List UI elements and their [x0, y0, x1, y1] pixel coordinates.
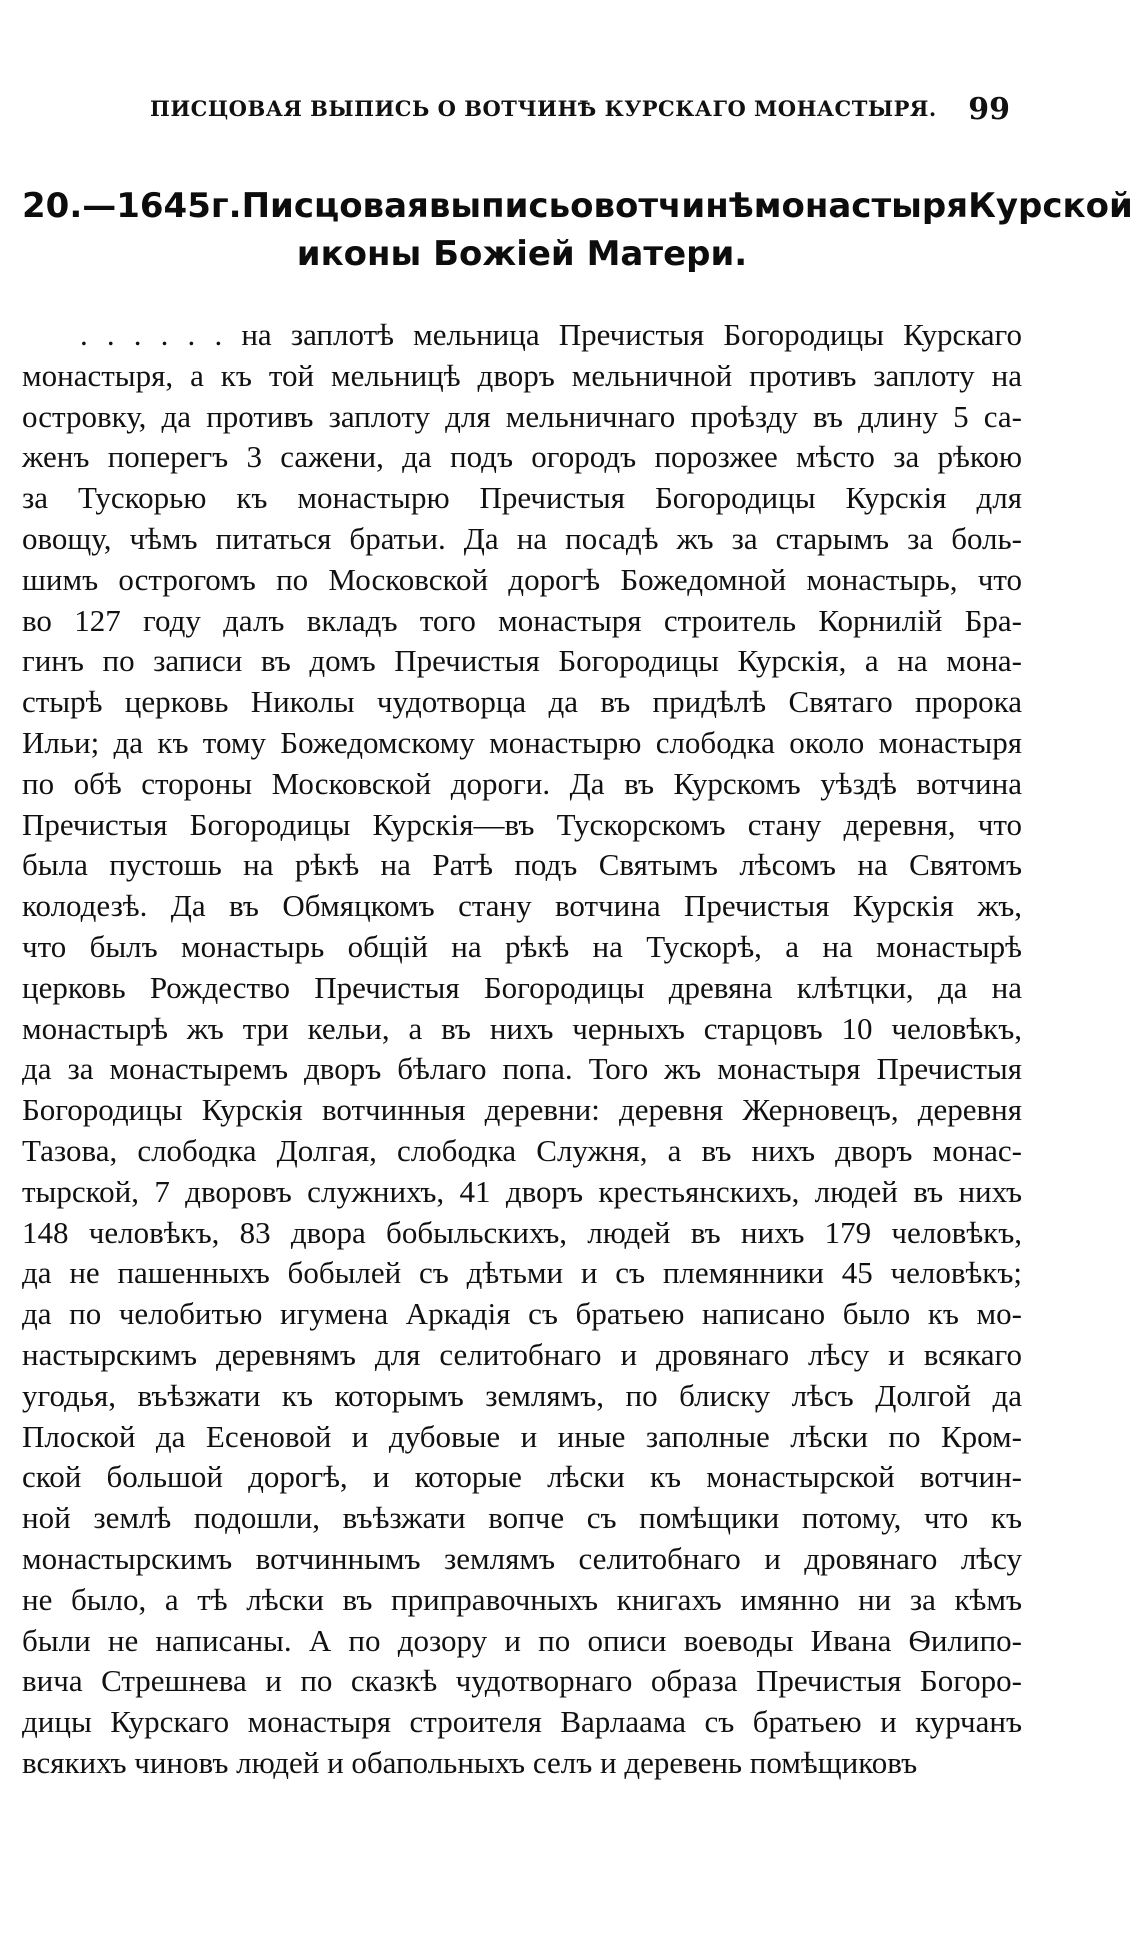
document-heading [22, 182, 1133, 278]
text-line: . . . . . . на заплотѣ мельница Пречистыя Богородицы Курскаго [80, 317, 1022, 352]
heading-word: о [570, 186, 594, 226]
text-line: да по челобитью игумена Аркадія съ братьею написано было къ мо- [22, 1296, 1022, 1332]
text-line: по обѣ стороны Московской дороги. Да въ Курскомъ уѣздѣ вотчина [22, 765, 1022, 801]
page-number: 99 [968, 92, 1010, 127]
text-line: шимъ острогомъ по Московской дорогѣ Божедомной монастырь, что [22, 561, 1022, 597]
heading-word: выпись [428, 186, 571, 226]
text-line: церковь Рождество Пречистыя Богородицы древяна клѣтцки, да на [22, 969, 1022, 1005]
text-line: да за монастыремъ дворъ бѣлаго попа. Того жъ монастыря Пречистыя [22, 1051, 1022, 1087]
heading-word: г. [210, 186, 242, 226]
text-line: что былъ монастырь общій на рѣкѣ на Тускорѣ, а на монастырѣ [22, 928, 1022, 964]
text-line: угодья, въѣзжати къ которымъ землямъ, по блиску лѣсъ Долгой да [22, 1377, 1022, 1413]
text-line: настырскимъ деревнямъ для селитобнаго и дровянаго лѣсу и всякаго [22, 1336, 1022, 1372]
text-line: Тазова, слободка Долгая, слободка Служня, а въ нихъ дворъ монас- [22, 1132, 1022, 1168]
heading-line-1 [22, 182, 1133, 230]
text-line: Богородицы Курскія вотчинныя деревни: деревня Жерновецъ, деревня [22, 1092, 1022, 1128]
running-head [150, 92, 1010, 132]
heading-word: монастыря [753, 186, 969, 226]
heading-word: — [82, 186, 117, 226]
text-line: островку, да противъ заплоту для мельничнаго проѣзду въ длину 5 са- [22, 398, 1022, 434]
text-line: вича Стрешнева и по сказкѣ чудотворнаго образа Пречистыя Богоро- [22, 1663, 1022, 1699]
text-line: всякихъ чиновъ людей и обапольныхъ селъ и деревень помѣщиковъ [22, 1744, 918, 1780]
text-line: была пустошь на рѣкѣ на Ратѣ подъ Святымъ лѣсомъ на Святомъ [22, 847, 1022, 883]
text-line: гинъ по записи въ домъ Пречистыя Богородицы Курскія, а на мона- [22, 643, 1022, 679]
heading-word: 1645 [116, 186, 211, 226]
text-line: да не пашенныхъ бобылей съ дѣтьми и съ племянники 45 человѣкъ; [22, 1255, 1022, 1291]
text-line: ной землѣ подошли, въѣзжати вопче съ помѣщики потому, что къ [22, 1500, 1022, 1536]
text-line: за Тускорью къ монастырю Пречистыя Богородицы Курскія для [22, 480, 1022, 516]
heading-word: вотчинѣ [593, 186, 754, 226]
heading-line-2: иконы Божіей Матери. [296, 234, 748, 274]
text-line: овощу, чѣмъ питаться братьи. Да на посадѣ жъ за старымъ за боль- [22, 520, 1022, 556]
text-line: колодезѣ. Да въ Обмяцкомъ стану вотчина Пречистыя Курскія жъ, [22, 888, 1022, 924]
text-line: Ильи; да къ тому Божедомскому монастырю слободка около монастыря [22, 724, 1022, 760]
text-line: монастыря, а къ той мельницѣ дворъ мельничной противъ заплоту на [22, 357, 1022, 393]
text-line: во 127 году далъ вкладъ того монастыря строитель Корнилій Бра- [22, 602, 1022, 638]
text-line: женъ поперегъ 3 сажени, да подъ огородъ порозжее мѣсто за рѣкою [22, 439, 1022, 475]
text-line: дицы Курскаго монастыря строителя Варлаама съ братьею и курчанъ [22, 1704, 1022, 1740]
text-line: ской большой дорогѣ, и которые лѣски къ монастырской вотчин- [22, 1459, 1022, 1495]
text-line: 148 человѣкъ, 83 двора бобыльскихъ, людей въ нихъ 179 человѣкъ, [22, 1214, 1022, 1250]
text-line: были не написаны. А по дозору и по описи воеводы Ивана Ѳилипо- [22, 1622, 1022, 1658]
document-body [22, 315, 1022, 1784]
text-line: тырской, 7 дворовъ служнихъ, 41 дворъ крестьянскихъ, людей въ нихъ [22, 1173, 1022, 1209]
heading-word: 20. [22, 186, 83, 226]
text-line: не было, а тѣ лѣски въ приправочныхъ книгахъ имянно ни за кѣмъ [22, 1581, 1022, 1617]
running-title: ПИСЦОВАЯ ВЫПИСЬ О ВОТЧИНѢ КУРСКАГО МОНАСТЫРЯ. [150, 96, 937, 121]
text-line: монастырѣ жъ три кельи, а въ нихъ черныхъ старцовъ 10 человѣкъ, [22, 1010, 1022, 1046]
text-line: Пречистыя Богородицы Курскія—въ Тускорскомъ стану деревня, что [22, 806, 1022, 842]
text-line: монастырскимъ вотчиннымъ землямъ селитобнаго и дровянаго лѣсу [22, 1540, 1022, 1576]
heading-word: Писцовая [241, 186, 429, 226]
text-line: стырѣ церковь Николы чудотворца да въ придѣлѣ Святаго пророка [22, 684, 1022, 720]
text-line: Плоской да Есеновой и дубовые и иные заполные лѣски по Кром- [22, 1418, 1022, 1454]
heading-word: Курской [968, 186, 1133, 226]
